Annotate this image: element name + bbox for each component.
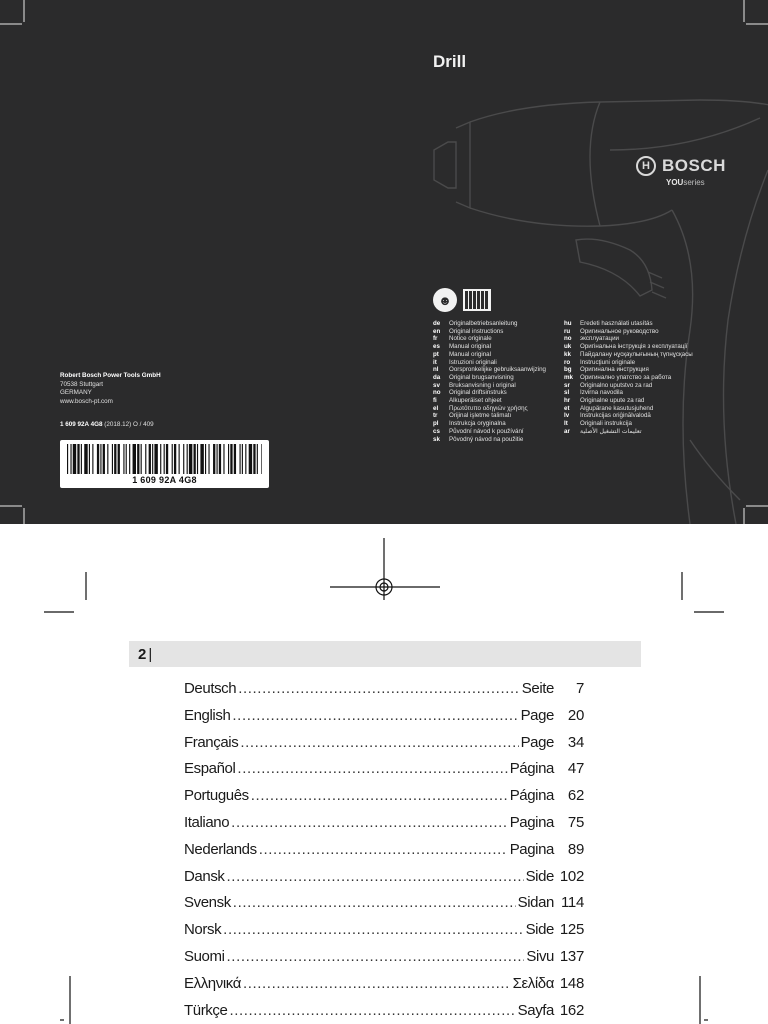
language-instructions-title: Originalno uputstvo za rad [580, 381, 653, 389]
toc-page-number: 75 [567, 813, 584, 831]
language-instructions-title: Istruzioni originali [449, 358, 497, 366]
toc-page-number: 89 [567, 840, 584, 858]
language-instructions-title: Izvirna navodila [580, 389, 623, 397]
toc-entry [184, 787, 584, 814]
toc-page-number: 114 [560, 894, 584, 912]
toc-entry [184, 921, 584, 948]
language-entry [433, 397, 557, 405]
toc-entry [184, 680, 584, 707]
page-header-band [129, 641, 641, 667]
language-code: hu [564, 320, 572, 327]
language-code: fr [433, 335, 438, 343]
language-code: no [433, 389, 441, 397]
brand-name: BOSCH [662, 156, 726, 175]
page-number-separator: | [148, 645, 153, 663]
language-code: ro [564, 358, 571, 366]
toc-page-number: 34 [567, 733, 584, 751]
language-instructions-title: Оригінальна інструкція з експлуатації [580, 343, 688, 351]
language-entry [433, 420, 557, 428]
language-entry [433, 382, 557, 390]
language-instructions-title: Original instructions [449, 327, 504, 335]
language-code: bg [564, 366, 572, 374]
read-instructions-person-icon: ☻ [433, 288, 457, 312]
language-instructions-title: Оригинальное руководство [580, 327, 659, 335]
language-instructions-title: تعليمات التشغيل الأصلية [580, 427, 642, 435]
manufacturer-address [60, 372, 161, 406]
toc-language-name: Deutsch [184, 680, 237, 697]
toc-page-label: Σελίδα [512, 974, 554, 992]
language-entry [564, 359, 704, 367]
language-instructions-title: Instrukcja oryginalna [449, 420, 506, 428]
language-entry [433, 328, 557, 336]
toc-language-name: Nederlands [184, 840, 257, 858]
language-entry [564, 389, 704, 397]
toc-dot-leader [251, 787, 508, 804]
language-instructions-title: Notice originale [449, 335, 492, 343]
language-instructions-title: Originali instrukcija [580, 420, 632, 428]
language-code: no [564, 335, 572, 343]
toc-page-number: 102 [559, 867, 584, 885]
language-code: lt [564, 420, 568, 428]
language-entry [564, 397, 704, 405]
language-code: it [433, 358, 437, 366]
language-code: uk [564, 343, 572, 351]
address-street: 70538 Stuttgart [60, 380, 104, 388]
brand-block [636, 156, 726, 187]
toc-language-name: Ελληνικά [184, 974, 241, 992]
language-entry [564, 366, 704, 374]
toc-page-label: Sidan [517, 894, 554, 912]
toc-language-name: Français [184, 733, 239, 751]
language-code: ar [564, 427, 570, 435]
language-code: hr [564, 397, 571, 405]
toc-dot-leader [227, 948, 525, 965]
language-entry [433, 374, 557, 382]
toc-entry [184, 760, 584, 787]
language-entry [433, 389, 557, 397]
toc-dot-leader [259, 841, 508, 858]
language-entry [433, 428, 557, 436]
toc-dot-leader [233, 894, 516, 911]
language-instructions-title: Algupärane kasutusjuhend [580, 404, 654, 412]
document-number: 1 609 92A 4G8 (2018.12) O / 409 [60, 421, 154, 428]
language-code: sv [433, 381, 440, 389]
toc-entry [184, 948, 584, 975]
toc-dot-leader [243, 975, 511, 992]
language-instructions-title: эксплуатации [580, 335, 619, 343]
language-instructions-title: Pôvodný návod na použitie [449, 435, 524, 443]
language-instructions-title: Пайдалану нұсқаулығының түпнұсқасы [580, 350, 693, 358]
language-instructions-title: Оригинално упатство за работа [580, 373, 672, 381]
toc-entry [184, 814, 584, 841]
language-code: tr [433, 412, 438, 420]
toc-dot-leader [227, 868, 524, 885]
language-entry [564, 374, 704, 382]
language-code: sl [564, 389, 570, 397]
language-instructions-title: Orijinal işletme talimatı [449, 412, 512, 420]
toc-page-label: Sivu [526, 947, 554, 965]
toc-page-label: Página [509, 787, 554, 805]
language-instructions-title: Bruksanvisning i original [449, 381, 516, 389]
toc-dot-leader [229, 1002, 515, 1019]
company-website: www.bosch-pt.com [60, 397, 113, 405]
language-code: pl [433, 420, 439, 428]
language-instructions-title: Originalbetriebsanleitung [449, 320, 518, 327]
product-title: Drill [433, 52, 467, 71]
toc-page-label: Page [520, 706, 554, 724]
toc-page-number: 7 [575, 680, 584, 697]
open-book-icon [463, 289, 491, 311]
toc-dot-leader [237, 760, 507, 777]
toc-language-name: English [184, 706, 231, 724]
toc-page-label: Side [525, 921, 554, 939]
toc-dot-leader [223, 921, 523, 938]
language-code: et [564, 404, 570, 412]
language-code: sr [564, 381, 570, 389]
language-entry [564, 343, 704, 351]
language-entry [433, 320, 557, 328]
toc-language-name: Norsk [184, 921, 222, 939]
toc-entry [184, 1002, 584, 1024]
barcode [60, 440, 269, 488]
page-number: 2 [138, 645, 147, 663]
toc-entry [184, 894, 584, 921]
language-entry [433, 359, 557, 367]
language-instructions-title: Alkuperäiset ohjeet [449, 397, 502, 405]
language-entry [433, 366, 557, 374]
language-code: ru [564, 327, 571, 335]
toc-dot-leader [231, 814, 508, 831]
toc-page-label: Page [520, 733, 554, 751]
language-code: cs [433, 427, 440, 435]
language-entry [433, 351, 557, 359]
language-entry [564, 428, 704, 436]
language-code: en [433, 327, 441, 335]
language-instructions-title: Instrucţiuni originale [580, 358, 636, 366]
toc-language-name: Suomi [184, 947, 225, 965]
address-country: GERMANY [60, 389, 92, 397]
language-code: sk [433, 435, 440, 443]
toc-dot-leader [232, 707, 518, 724]
toc-page-number: 20 [567, 706, 584, 724]
toc-entry [184, 734, 584, 761]
table-of-contents [184, 680, 584, 1024]
toc-page-label: Side [525, 867, 554, 885]
languages-list-right [564, 320, 704, 436]
language-entry [433, 412, 557, 420]
toc-page-label: Sayfa [517, 1001, 554, 1019]
language-code: mk [564, 373, 573, 381]
bosch-armature-logo-icon: H [636, 156, 656, 176]
toc-page-label: Pagina [509, 813, 554, 831]
toc-page-label: Pagina [509, 840, 554, 858]
language-instructions-title: Originalne upute za rad [580, 397, 645, 405]
toc-language-name: Español [184, 760, 236, 778]
language-entry [564, 420, 704, 428]
barcode-bars-icon [67, 444, 262, 474]
language-entry [564, 328, 704, 336]
language-entry [564, 405, 704, 413]
language-instructions-title: Manual original [449, 343, 491, 351]
language-entry [564, 335, 704, 343]
toc-language-name: Svensk [184, 894, 231, 912]
language-instructions-title: Oorspronkelijke gebruiksaanwijzing [449, 366, 546, 374]
language-instructions-title: Manual original [449, 350, 491, 358]
language-code: de [433, 320, 441, 327]
toc-page-number: 137 [559, 947, 584, 965]
toc-language-name: Italiano [184, 813, 230, 831]
toc-page-number: 148 [559, 974, 584, 992]
language-instructions-title: Original brugsanvisning [449, 373, 514, 381]
language-code: el [433, 404, 439, 412]
language-instructions-title: Původní návod k používání [449, 427, 524, 435]
language-entry [564, 412, 704, 420]
toc-page-number: 47 [567, 760, 584, 778]
language-instructions-title: Original driftsinstruks [449, 389, 507, 397]
toc-entry [184, 841, 584, 868]
language-code: nl [433, 366, 439, 374]
toc-entry [184, 975, 584, 1002]
language-entry [564, 351, 704, 359]
language-entry [564, 382, 704, 390]
language-code: lv [564, 412, 570, 420]
toc-language-name: Português [184, 787, 249, 805]
toc-page-number: 62 [567, 787, 584, 805]
toc-page-label: Seite [521, 680, 554, 697]
language-code: kk [564, 350, 571, 358]
toc-dot-leader [240, 734, 518, 751]
language-instructions-title: Instrukcijas oriģinālvalodā [580, 412, 651, 420]
toc-entry [184, 868, 584, 895]
toc-page-number: 162 [559, 1001, 584, 1019]
language-instructions-title: Πρωτότυπο οδηγιών χρήσης [449, 404, 528, 412]
language-entry [433, 436, 557, 444]
barcode-number: 1 609 92A 4G8 [132, 475, 197, 485]
language-instructions-title: Оригинална инструкция [580, 366, 649, 374]
toc-page-number: 125 [559, 921, 584, 939]
languages-list-left [433, 320, 557, 443]
toc-dot-leader [238, 680, 520, 697]
language-code: da [433, 373, 441, 381]
language-entry [564, 320, 704, 328]
language-entry [433, 405, 557, 413]
company-name: Robert Bosch Power Tools GmbH [60, 372, 161, 379]
language-code: pt [433, 350, 439, 358]
language-entry [433, 335, 557, 343]
language-code: es [433, 343, 440, 351]
toc-language-name: Dansk [184, 867, 225, 885]
read-manual-icons [433, 288, 491, 312]
language-entry [433, 343, 557, 351]
toc-page-label: Página [509, 760, 554, 778]
language-code: fi [433, 397, 437, 405]
brand-series: YOUseries [666, 178, 705, 187]
toc-language-name: Türkçe [184, 1001, 228, 1019]
toc-entry [184, 707, 584, 734]
language-instructions-title: Eredeti használati utasítás [580, 320, 653, 327]
